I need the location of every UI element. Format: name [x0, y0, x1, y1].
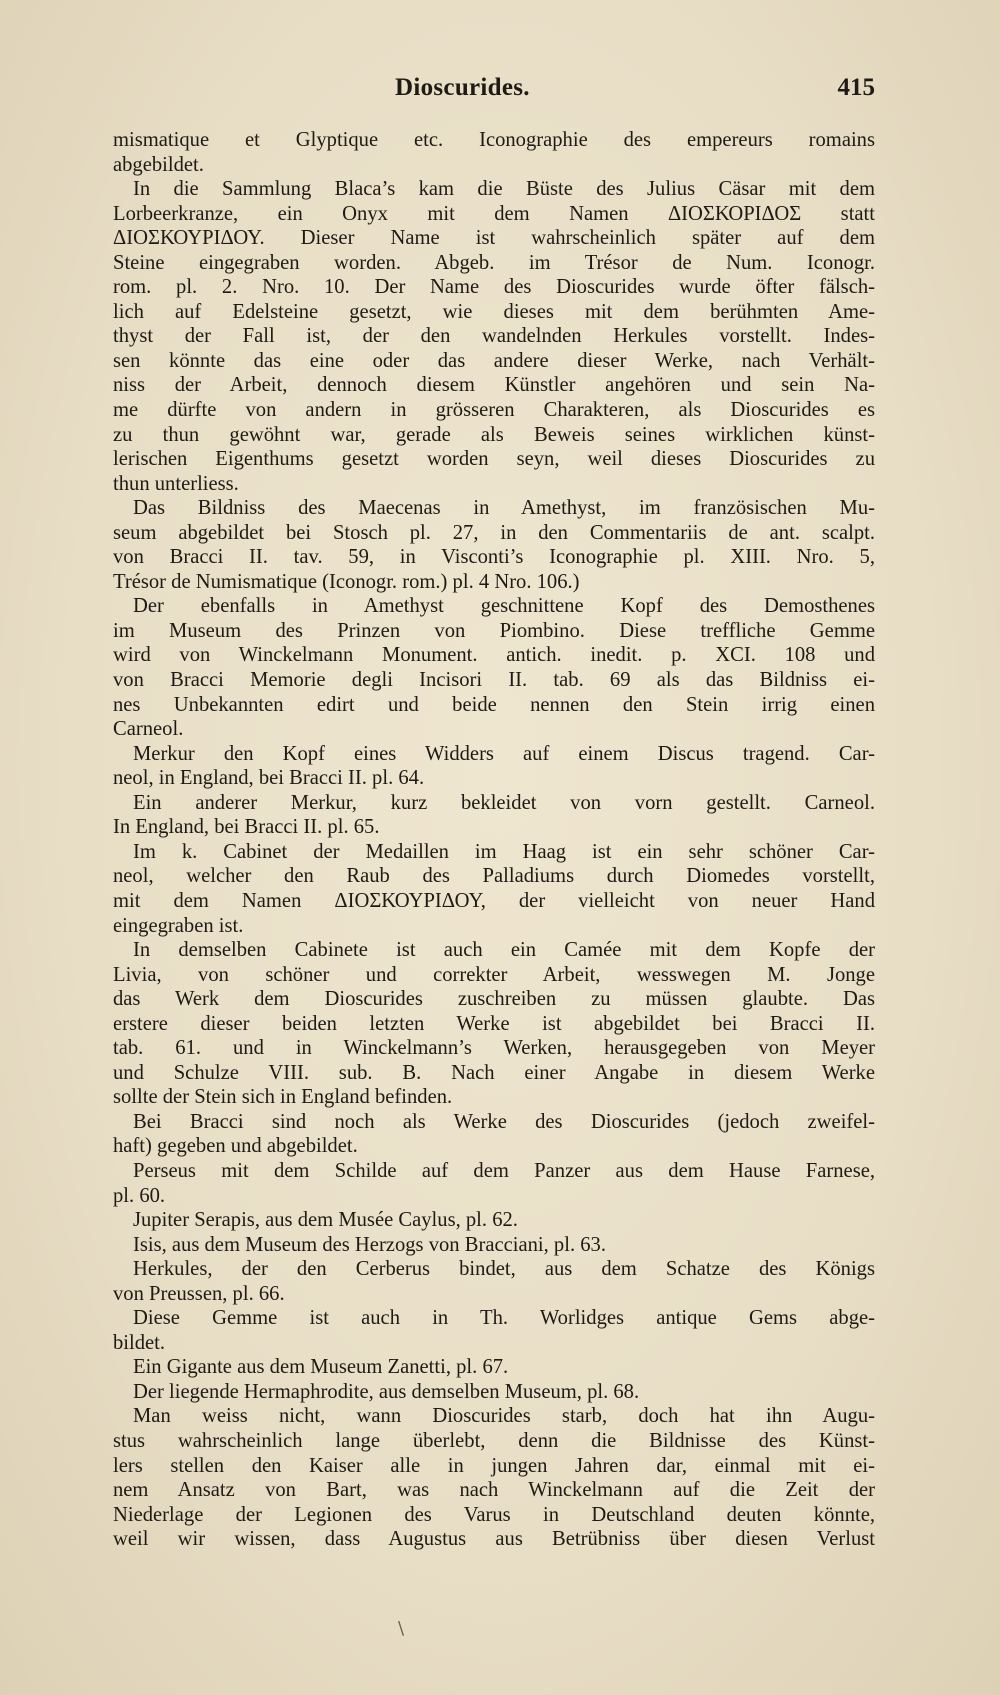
text-line: me dürfte von andern in grösseren Charakteren, als Dioscurides es — [113, 399, 875, 422]
text-line: im Museum des Prinzen von Piombino. Diese treffliche Gemme — [113, 619, 875, 642]
text-line: Ein anderer Merkur, kurz bekleidet von vorn gestellt. Carneol. — [133, 791, 875, 814]
text-line: Livia, von schöner und correkter Arbeit, wesswegen M. Jonge — [113, 963, 875, 986]
text-line: niss der Arbeit, dennoch diesem Künstler angehören und sein Na- — [113, 374, 875, 397]
text-line: erstere dieser beiden letzten Werke ist abgebildet bei Bracci II. — [113, 1012, 875, 1035]
text-line: von Preussen, pl. 66. — [113, 1282, 285, 1305]
text-line: lerischen Eigenthums gesetzt worden seyn, weil dieses Dioscurides zu — [113, 448, 875, 471]
text-line: Der liegende Hermaphrodite, aus demselben Museum, pl. 68. — [133, 1380, 640, 1403]
text-line: Carneol. — [113, 718, 184, 741]
text-line: Isis, aus dem Museum des Herzogs von Bracciani, pl. 63. — [133, 1233, 606, 1256]
text-line: das Werk dem Dioscurides zuschreiben zu müssen glaubte. Das — [113, 988, 875, 1011]
text-line: weil wir wissen, dass Augustus aus Betrübniss über diesen Verlust — [113, 1528, 875, 1551]
text-line: pl. 60. — [113, 1184, 166, 1207]
text-line: Jupiter Serapis, aus dem Musée Caylus, pl. 62. — [133, 1209, 518, 1232]
text-line: Ein Gigante aus dem Museum Zanetti, pl. 67. — [133, 1356, 509, 1379]
text-line: Herkules, der den Cerberus bindet, aus dem Schatze des Königs — [133, 1258, 875, 1281]
page-number: 415 — [837, 74, 875, 101]
text-line: neol, welcher den Raub des Palladiums durch Diomedes vorstellt, — [113, 865, 875, 888]
text-line: neol, in England, bei Bracci II. pl. 64. — [113, 767, 425, 790]
text-line: Im k. Cabinet der Medaillen im Haag ist ein sehr schöner Car- — [133, 840, 875, 863]
text-line: Trésor de Numismatique (Iconogr. rom.) pl. 4 Nro. 106.) — [113, 570, 580, 593]
body-text — [113, 128, 875, 1552]
text-line: haft) gegeben und abgebildet. — [113, 1135, 358, 1158]
footer-mark: \ — [398, 1618, 405, 1639]
running-head: Dioscurides. — [395, 74, 530, 101]
text-line: bildet. — [113, 1331, 166, 1354]
text-line: Man weiss nicht, wann Dioscurides starb, doch hat ihn Augu- — [133, 1405, 875, 1428]
text-line: Merkur den Kopf eines Widders auf einem Discus tragend. Car- — [133, 742, 875, 765]
text-line: wird von Winckelmann Monument. antich. inedit. p. XCI. 108 und — [113, 644, 875, 667]
text-line: ΔΙΟΣΚΟΥΡΙΔΟΥ. Dieser Name ist wahrscheinlich später auf dem — [113, 227, 875, 250]
text-line: eingegraben ist. — [113, 914, 244, 937]
text-line: seum abgebildet bei Stosch pl. 27, in den Commentariis de ant. scalpt. — [113, 521, 875, 544]
text-line: thyst der Fall ist, der den wandelnden Herkules vorstellt. Indes- — [113, 325, 875, 348]
text-line: nes Unbekannten edirt und beide nennen den Stein irrig einen — [113, 693, 875, 716]
text-line: und Schulze VIII. sub. B. Nach einer Angabe in diesem Werke — [113, 1061, 875, 1084]
text-line: sollte der Stein sich in England befinden. — [113, 1086, 453, 1109]
text-line: Steine eingegraben worden. Abgeb. im Trésor de Num. Iconogr. — [113, 251, 875, 274]
text-line: Diese Gemme ist auch in Th. Worlidges antique Gems abge- — [133, 1307, 875, 1330]
text-line: In demselben Cabinete ist auch ein Camée mit dem Kopfe der — [133, 939, 875, 962]
text-line: sen könnte das eine oder das andere dieser Werke, nach Verhält- — [113, 349, 875, 372]
text-line: Perseus mit dem Schilde auf dem Panzer aus dem Hause Farnese, — [133, 1159, 875, 1182]
text-line: Das Bildniss des Maecenas in Amethyst, im französischen Mu- — [133, 497, 875, 520]
text-line: Der ebenfalls in Amethyst geschnittene Kopf des Demosthenes — [133, 595, 875, 618]
text-line: Bei Bracci sind noch als Werke des Dioscurides (jedoch zweifel- — [133, 1110, 875, 1133]
text-line: lich auf Edelsteine gesetzt, wie dieses mit dem berühmten Ame- — [113, 300, 875, 323]
text-line: tab. 61. und in Winckelmann’s Werken, herausgegeben von Meyer — [113, 1037, 875, 1060]
text-line: von Bracci Memorie degli Incisori II. tab. 69 als das Bildniss ei- — [113, 669, 875, 692]
text-line: thun unterliess. — [113, 472, 239, 495]
text-line: Niederlage der Legionen des Varus in Deutschland deuten könnte, — [113, 1503, 875, 1526]
text-line: Lorbeerkranze, ein Onyx mit dem Namen ΔΙΟΣΚΟΡΙΔΟΣ statt — [113, 202, 875, 225]
text-line: mit dem Namen ΔΙΟΣΚΟΥΡΙΔΟΥ, der vielleicht von neuer Hand — [113, 889, 875, 912]
text-line: nem Ansatz von Bart, was nach Winckelmann auf die Zeit der — [113, 1479, 875, 1502]
text-line: lers stellen den Kaiser alle in jungen Jahren dar, einmal mit ei- — [113, 1454, 875, 1477]
text-line: zu thun gewöhnt war, gerade als Beweis seines wirklichen künst- — [113, 423, 875, 446]
text-line: In die Sammlung Blaca’s kam die Büste des Julius Cäsar mit dem — [133, 178, 875, 201]
text-line: abgebildet. — [113, 153, 204, 176]
page-header — [115, 70, 875, 110]
text-line: In England, bei Bracci II. pl. 65. — [113, 816, 380, 839]
text-line: stus wahrscheinlich lange überlebt, denn die Bildnisse des Künst- — [113, 1429, 875, 1452]
text-line: mismatique et Glyptique etc. Iconographie des empereurs romains — [113, 129, 875, 151]
text-line: von Bracci II. tav. 59, in Visconti’s Iconographie pl. XIII. Nro. 5, — [113, 546, 875, 569]
text-line: rom. pl. 2. Nro. 10. Der Name des Dioscurides wurde öfter fälsch- — [113, 276, 875, 299]
